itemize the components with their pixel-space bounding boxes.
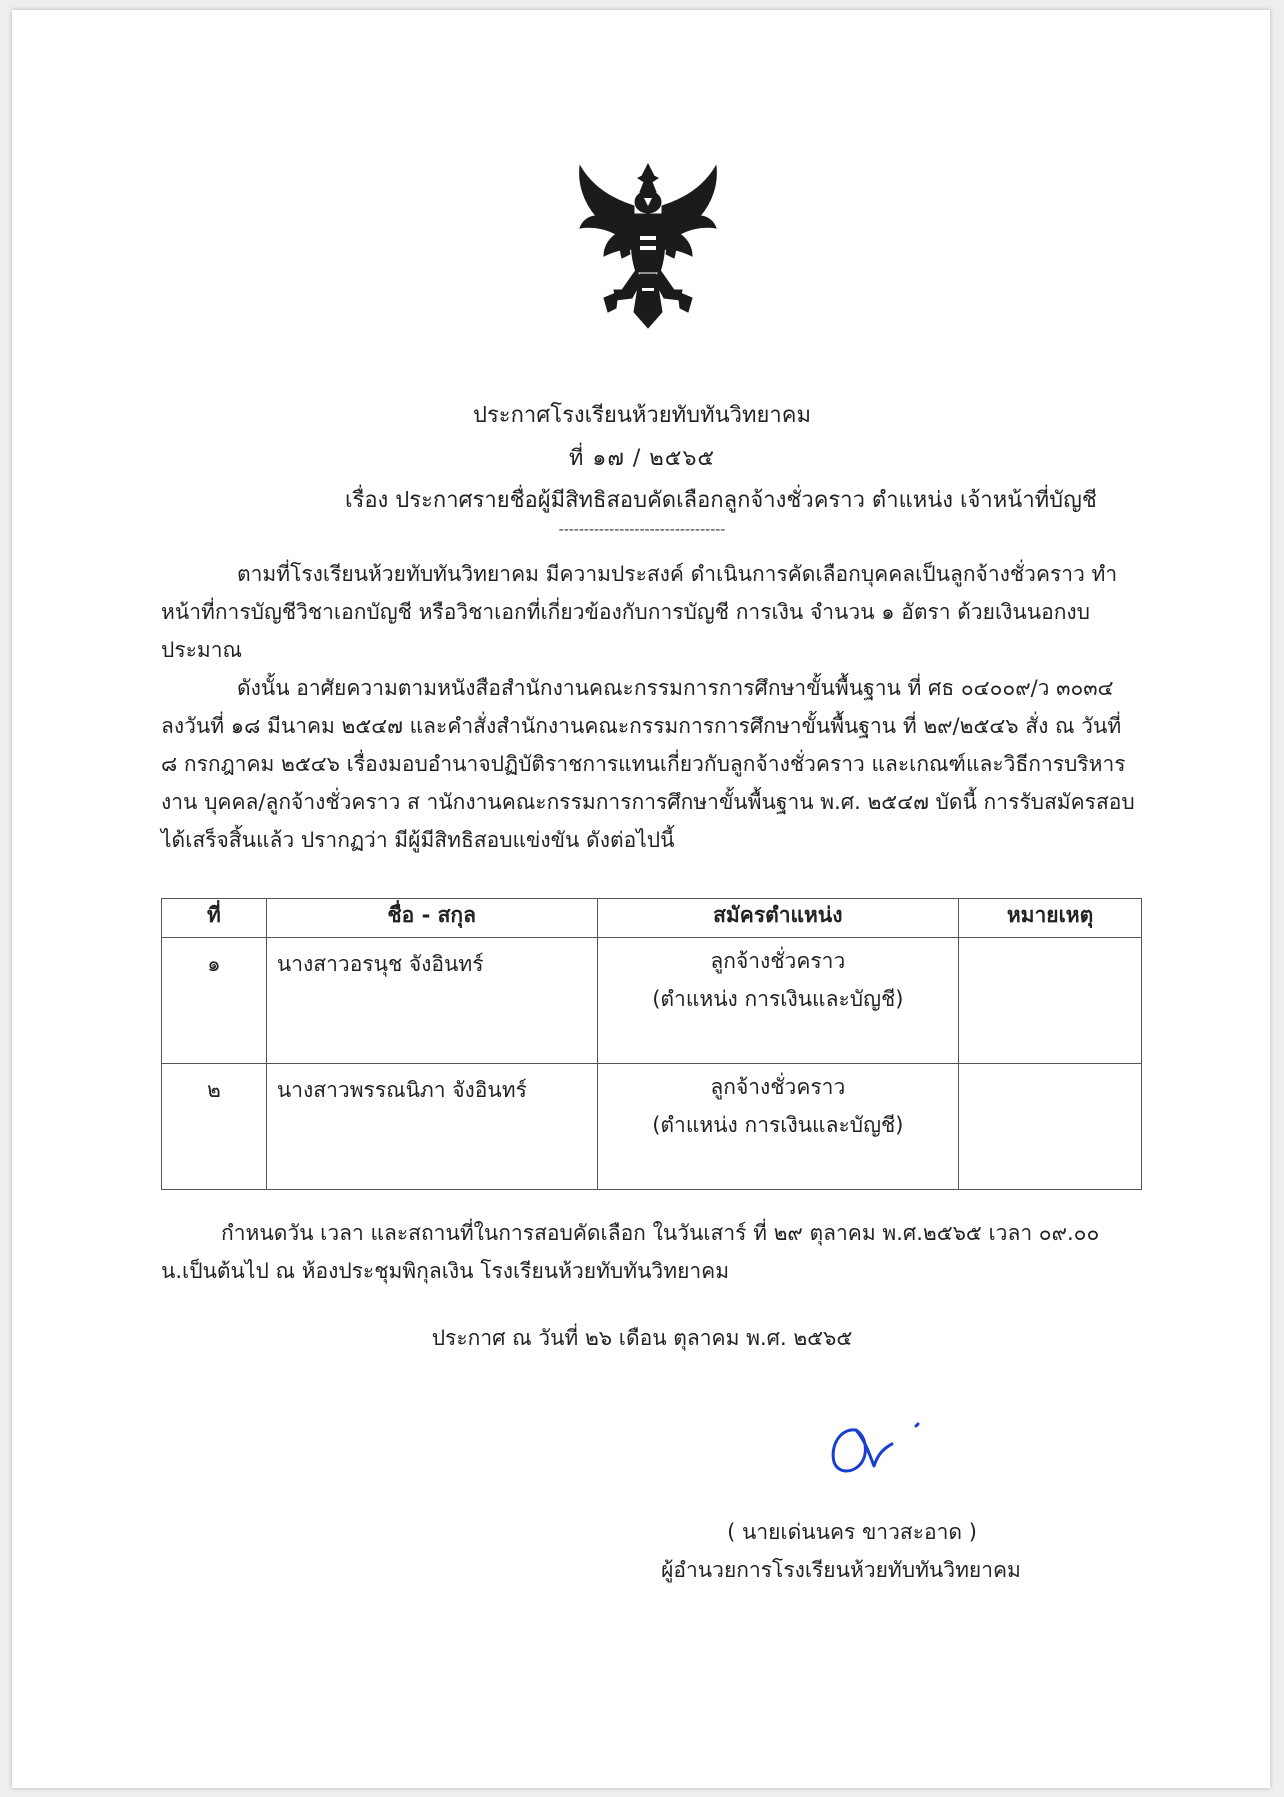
announce-date: ประกาศ ณ วันที่ ๒๖ เดือน ตุลาคม พ.ศ. ๒๕๖๕: [431, 1326, 853, 1350]
row-no: ๑: [162, 938, 267, 1064]
paragraph-exam-schedule-text: กำหนดวัน เวลา และสถานที่ในการสอบคัดเลือก ในวันเสาร์ ที่ ๒๙ ตุลาคม พ.ศ.๒๕๖๕ เวลา ๐๙.๐๐ น.เป็นต้นไป ณ ห้องประชุมพิกุลเงิน โรงเรียนห้วยทับทันวิทยาคม: [161, 1221, 1100, 1283]
paragraph-authority-text: ดังนั้น อาศัยความตามหนังสือสำนักงานคณะกรรมการการศึกษาขั้นพื้นฐาน ที่ ศธ ๐๔๐๐๙/ว ๓๐๓๔ ลงวันที่ ๑๘ มีนาคม ๒๕๔๗ และคำสั่งสำนักงานคณะกรรมการการศึกษาขั้นพื้นฐาน ที่ ๒๙/๒๕๔๖ สั่ง ณ วันที่ ๘ กรกฎาคม ๒๕๔๖ เรื่องมอบอำนาจปฏิบัติราชการแทนเกี่ยวกับลูกจ้างชั่วคราว และเกณฑ์และวิธีการบริหารงาน บุคคล/ลูกจ้างชั่วคราว ส านักงานคณะกรรมการการศึกษาขั้นพื้นฐาน พ.ศ. ๒๕๔๗ บัดนี้ การรับสมัครสอบได้เสร็จสิ้นแล้ว ปรากฏว่า มีผู้มีสิทธิสอบแข่งขัน ดังต่อไปนี้: [161, 676, 1135, 852]
paragraph-authority: [161, 669, 1140, 859]
header-name: ชื่อ - สกุล: [266, 899, 597, 938]
row-note: [959, 1064, 1142, 1190]
row-position-title: ลูกจ้างชั่วคราว: [710, 1075, 846, 1099]
row-name: นางสาวอรนุช จังอินทร์: [266, 938, 597, 1064]
document-title: ประกาศโรงเรียนห้วยทับทันวิทยาคม: [473, 403, 811, 428]
candidate-table: [161, 898, 1142, 1190]
row-position: [597, 938, 959, 1064]
row-position-detail: (ตำแหน่ง การเงินและบัญชี): [652, 987, 904, 1011]
paragraph-intro: [161, 555, 1140, 669]
header-note: หมายเหตุ: [959, 899, 1142, 938]
row-position: [597, 1064, 959, 1190]
row-position-detail: (ตำแหน่ง การเงินและบัญชี): [652, 1113, 904, 1137]
table-header-row: [162, 899, 1142, 938]
row-position-title: ลูกจ้างชั่วคราว: [710, 949, 846, 973]
row-name: นางสาวพรรณนิภา จังอินทร์: [266, 1064, 597, 1190]
table-row: [162, 938, 1142, 1064]
signatory-name: ( นายเด่นนคร ขาวสะอาด ): [727, 1520, 977, 1544]
document-number: ที่ ๑๗ / ๒๕๖๕: [568, 446, 716, 471]
paragraph-exam-schedule: [161, 1214, 1140, 1290]
handwritten-signature-icon: [826, 1412, 946, 1482]
row-no: ๒: [162, 1064, 267, 1190]
paragraph-intro-text: ตามที่โรงเรียนห้วยทับทันวิทยาคม มีความประสงค์ ดำเนินการคัดเลือกบุคคลเป็นลูกจ้างชั่วคราว ทำหน้าที่การบัญชีวิชาเอกบัญชี หรือวิชาเอกที่เกี่ยวข้องกับการบัญชี การเงิน จำนวน ๑ อัตรา ด้วยเงินนอกงบประมาณ: [161, 562, 1118, 662]
header-no: ที่: [162, 899, 267, 938]
table-row: [162, 1064, 1142, 1190]
document-subject: เรื่อง ประกาศรายชื่อผู้มีสิทธิสอบคัดเลือกลูกจ้างชั่วคราว ตำแหน่ง เจ้าหน้าที่บัญชี: [345, 488, 1097, 513]
signatory-title: ผู้อำนวยการโรงเรียนห้วยทับทันวิทยาคม: [661, 1558, 1021, 1582]
header-position: สมัครตำแหน่ง: [597, 899, 959, 938]
garuda-emblem-icon: [574, 162, 722, 332]
divider-line: ---------------------------------: [558, 522, 726, 538]
row-note: [959, 938, 1142, 1064]
